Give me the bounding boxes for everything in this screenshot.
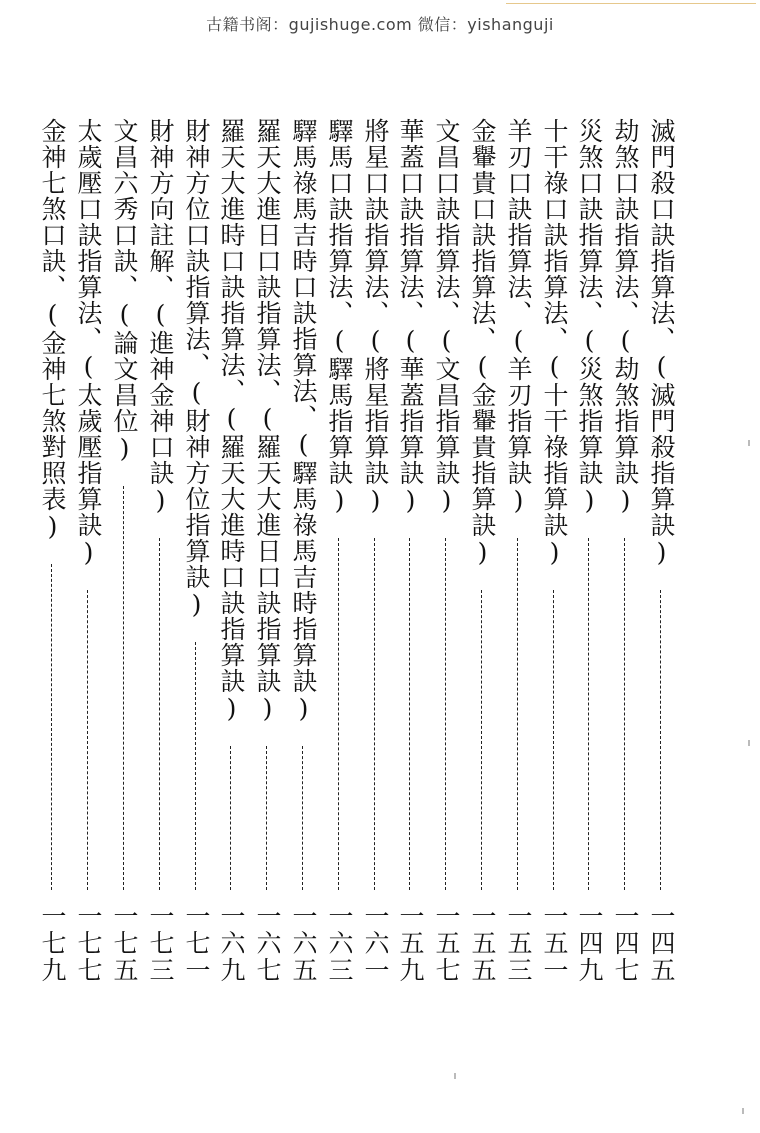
dotted-leader — [87, 590, 88, 890]
scan-speck — [454, 1073, 456, 1079]
toc-entry-page-number: 一五一 — [540, 903, 569, 984]
toc-entry-title: 財神方向註解、(進神金神口訣) — [146, 118, 175, 516]
dotted-leader — [230, 746, 231, 890]
toc-entry-page-number: 一七五 — [110, 903, 139, 984]
scan-speck — [742, 1108, 744, 1114]
toc-entry-title: 財神方位口訣指算法、(財神方位指算訣) — [182, 118, 211, 620]
toc-entry — [253, 118, 282, 984]
scan-speck — [748, 740, 750, 746]
toc-entry-title: 災煞口訣指算法、(災煞指算訣) — [575, 118, 604, 516]
toc-entry-page-number: 一六三 — [325, 903, 354, 984]
toc-entry-page-number: 一六七 — [253, 903, 282, 984]
toc-entry-title: 驛馬祿馬吉時口訣指算法、(驛馬祿馬吉時指算訣) — [289, 118, 318, 724]
toc-entry-title: 羅天大進日口訣指算法、(羅天大進日口訣指算訣) — [253, 118, 282, 724]
dotted-leader — [195, 642, 196, 890]
toc-entry — [361, 118, 390, 984]
toc-entry-title: 太歲壓口訣指算法、(太歲壓指算訣) — [74, 118, 103, 568]
toc-entry-title: 驛馬口訣指算法、(驛馬指算訣) — [325, 118, 354, 516]
toc-entry — [217, 118, 246, 984]
toc-entry-page-number: 一五七 — [432, 903, 461, 984]
toc-entry-page-number: 一五三 — [504, 903, 533, 984]
toc-entry — [504, 118, 533, 984]
toc-entry — [432, 118, 461, 984]
dotted-leader — [409, 538, 410, 890]
toc-entry-page-number: 一六五 — [289, 903, 318, 984]
toc-entry-page-number: 一四九 — [575, 903, 604, 984]
toc-entry-title: 將星口訣指算法、(將星指算訣) — [361, 118, 390, 516]
toc-entry — [468, 118, 497, 984]
toc-entry-page-number: 一五五 — [468, 903, 497, 984]
watermark-text: 古籍书阁：gujishuge.com 微信：yishanguji — [206, 15, 554, 34]
dotted-leader — [624, 538, 625, 890]
dotted-leader — [660, 590, 661, 890]
dotted-leader — [445, 538, 446, 890]
toc-entry-title: 華蓋口訣指算法、(華蓋指算訣) — [396, 118, 425, 516]
toc-entry-page-number: 一七七 — [74, 903, 103, 984]
toc-entry-title: 滅門殺口訣指算法、(滅門殺指算訣) — [647, 118, 676, 568]
toc-entry — [611, 118, 640, 984]
dotted-leader — [588, 538, 589, 890]
toc-entry-page-number: 一四五 — [647, 903, 676, 984]
toc-entry — [396, 118, 425, 984]
toc-entry — [146, 118, 175, 984]
toc-entry-title: 羊刃口訣指算法、(羊刃指算訣) — [504, 118, 533, 516]
toc-entry-title: 文昌六秀口訣、(論文昌位) — [110, 118, 139, 464]
toc-entry-title: 文昌口訣指算法、(文昌指算訣) — [432, 118, 461, 516]
toc-entry-page-number: 一七一 — [182, 903, 211, 984]
toc-entry — [182, 118, 211, 984]
toc-entry — [110, 118, 139, 984]
toc-entry-title: 十干祿口訣指算法、(十干祿指算訣) — [540, 118, 569, 568]
dotted-leader — [266, 746, 267, 890]
dotted-leader — [481, 590, 482, 890]
toc-entry — [325, 118, 354, 984]
toc-entry — [647, 118, 676, 984]
toc-entry — [289, 118, 318, 984]
toc-entry-page-number: 一七九 — [38, 903, 67, 984]
toc-entry-page-number: 一六一 — [361, 903, 390, 984]
dotted-leader — [302, 746, 303, 890]
dotted-leader — [51, 564, 52, 890]
toc-entry-page-number: 一四七 — [611, 903, 640, 984]
toc-entry — [540, 118, 569, 984]
toc-entry-page-number: 一五九 — [396, 903, 425, 984]
toc-entry-title: 金轝貴口訣指算法、(金轝貴指算訣) — [468, 118, 497, 568]
toc-entry-title: 羅天大進時口訣指算法、(羅天大進時口訣指算訣) — [217, 118, 246, 724]
toc-entry-title: 劫煞口訣指算法、(劫煞指算訣) — [611, 118, 640, 516]
dotted-leader — [553, 590, 554, 890]
toc-entry-page-number: 一七三 — [146, 903, 175, 984]
toc-entry — [575, 118, 604, 984]
dotted-leader — [338, 538, 339, 890]
scan-speck — [748, 440, 750, 446]
dotted-leader — [374, 538, 375, 890]
dotted-leader — [123, 486, 124, 890]
toc-entry-title: 金神七煞口訣、(金神七煞對照表) — [38, 118, 67, 542]
toc-entry-page-number: 一六九 — [217, 903, 246, 984]
toc-entry — [38, 118, 67, 984]
dotted-leader — [159, 538, 160, 890]
dotted-leader — [517, 538, 518, 890]
toc-entry — [74, 118, 103, 984]
